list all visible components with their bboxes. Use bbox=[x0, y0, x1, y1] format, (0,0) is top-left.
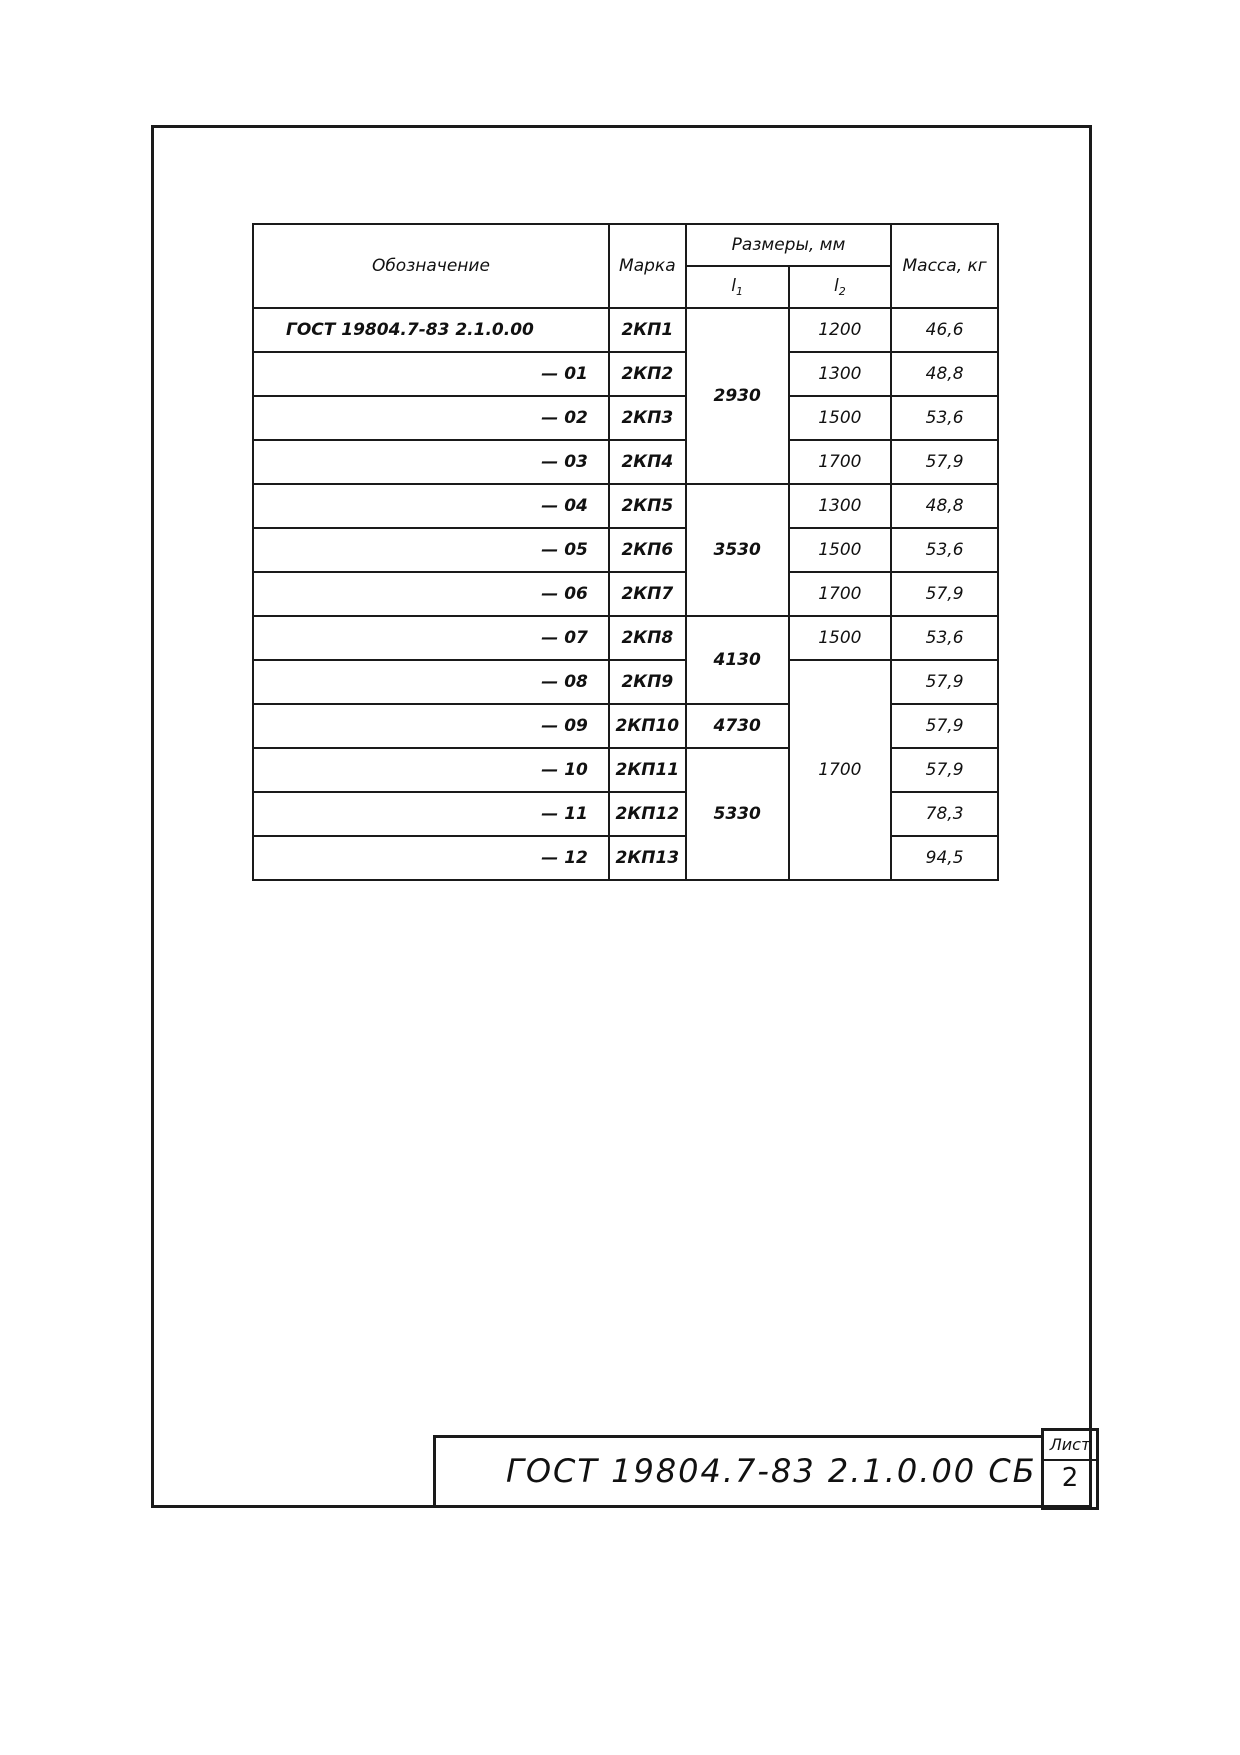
l1-cell: 4130 bbox=[686, 616, 789, 704]
mark-header: Марка bbox=[609, 224, 686, 308]
l2-cell: 1700 bbox=[789, 440, 892, 484]
title-block bbox=[433, 1435, 1041, 1508]
designation-cell: — 07 bbox=[253, 616, 609, 660]
l1-cell: 5330 bbox=[686, 748, 789, 880]
l2-cell: 1500 bbox=[789, 396, 892, 440]
mark-cell: 2КП8 bbox=[609, 616, 686, 660]
mass-cell: 78,3 bbox=[891, 792, 998, 836]
mass-cell: 48,8 bbox=[891, 484, 998, 528]
table-row bbox=[253, 616, 998, 660]
sheet-label: Лист bbox=[1044, 1431, 1096, 1461]
mass-cell: 57,9 bbox=[891, 704, 998, 748]
l2-symbol: l bbox=[833, 276, 839, 296]
mark-cell: 2КП1 bbox=[609, 308, 686, 352]
l1-cell: 2930 bbox=[686, 308, 789, 484]
l1-cell: 3530 bbox=[686, 484, 789, 616]
designation-cell: — 08 bbox=[253, 660, 609, 704]
mass-cell: 48,8 bbox=[891, 352, 998, 396]
mass-cell: 57,9 bbox=[891, 748, 998, 792]
l2-header bbox=[789, 266, 892, 308]
designation-cell: ГОСТ 19804.7-83 2.1.0.00 bbox=[253, 308, 609, 352]
l1-symbol: l bbox=[731, 276, 737, 296]
l2-cell: 1200 bbox=[789, 308, 892, 352]
dimensions-header: Размеры, мм bbox=[686, 224, 891, 266]
table-row bbox=[253, 352, 998, 396]
mark-cell: 2КП3 bbox=[609, 396, 686, 440]
l2-cell: 1700 bbox=[789, 572, 892, 616]
mark-cell: 2КП9 bbox=[609, 660, 686, 704]
table-row bbox=[253, 308, 998, 352]
l2-subscript: 2 bbox=[838, 285, 846, 298]
l1-cell: 4730 bbox=[686, 704, 789, 748]
table-row bbox=[253, 440, 998, 484]
table-row bbox=[253, 528, 998, 572]
mark-cell: 2КП2 bbox=[609, 352, 686, 396]
mass-cell: 53,6 bbox=[891, 616, 998, 660]
mark-cell: 2КП6 bbox=[609, 528, 686, 572]
designation-cell: — 12 bbox=[253, 836, 609, 880]
mark-cell: 2КП13 bbox=[609, 836, 686, 880]
mass-cell: 46,6 bbox=[891, 308, 998, 352]
l2-cell: 1300 bbox=[789, 484, 892, 528]
sheet-number-box bbox=[1041, 1428, 1099, 1510]
mark-cell: 2КП5 bbox=[609, 484, 686, 528]
designation-cell: — 11 bbox=[253, 792, 609, 836]
mass-cell: 57,9 bbox=[891, 440, 998, 484]
mass-header: Масса, кг bbox=[891, 224, 998, 308]
mark-cell: 2КП12 bbox=[609, 792, 686, 836]
mark-cell: 2КП10 bbox=[609, 704, 686, 748]
l2-cell: 1300 bbox=[789, 352, 892, 396]
designation-cell: — 09 bbox=[253, 704, 609, 748]
mass-cell: 57,9 bbox=[891, 572, 998, 616]
l2-cell: 1500 bbox=[789, 616, 892, 660]
mass-cell: 57,9 bbox=[891, 660, 998, 704]
mass-cell: 53,6 bbox=[891, 528, 998, 572]
mass-cell: 94,5 bbox=[891, 836, 998, 880]
sheet-number: 2 bbox=[1061, 1463, 1079, 1493]
mark-cell: 2КП4 bbox=[609, 440, 686, 484]
designation-header: Обозначение bbox=[253, 224, 609, 308]
designation-cell: — 04 bbox=[253, 484, 609, 528]
designation-cell: — 05 bbox=[253, 528, 609, 572]
specification-table bbox=[252, 223, 999, 881]
mass-cell: 53,6 bbox=[891, 396, 998, 440]
l2-merged-cell: 1700 bbox=[789, 660, 892, 880]
designation-cell: — 06 bbox=[253, 572, 609, 616]
document-code: ГОСТ 19804.7-83 2.1.0.00 СБ bbox=[506, 1452, 1037, 1490]
l1-header bbox=[686, 266, 789, 308]
mark-cell: 2КП7 bbox=[609, 572, 686, 616]
designation-cell: — 10 bbox=[253, 748, 609, 792]
l1-subscript: 1 bbox=[736, 285, 744, 298]
table-row bbox=[253, 484, 998, 528]
table-row bbox=[253, 396, 998, 440]
designation-cell: — 02 bbox=[253, 396, 609, 440]
table-row bbox=[253, 660, 998, 704]
designation-cell: — 03 bbox=[253, 440, 609, 484]
table-row bbox=[253, 572, 998, 616]
header-row bbox=[253, 224, 998, 266]
designation-cell: — 01 bbox=[253, 352, 609, 396]
mark-cell: 2КП11 bbox=[609, 748, 686, 792]
l2-cell: 1500 bbox=[789, 528, 892, 572]
